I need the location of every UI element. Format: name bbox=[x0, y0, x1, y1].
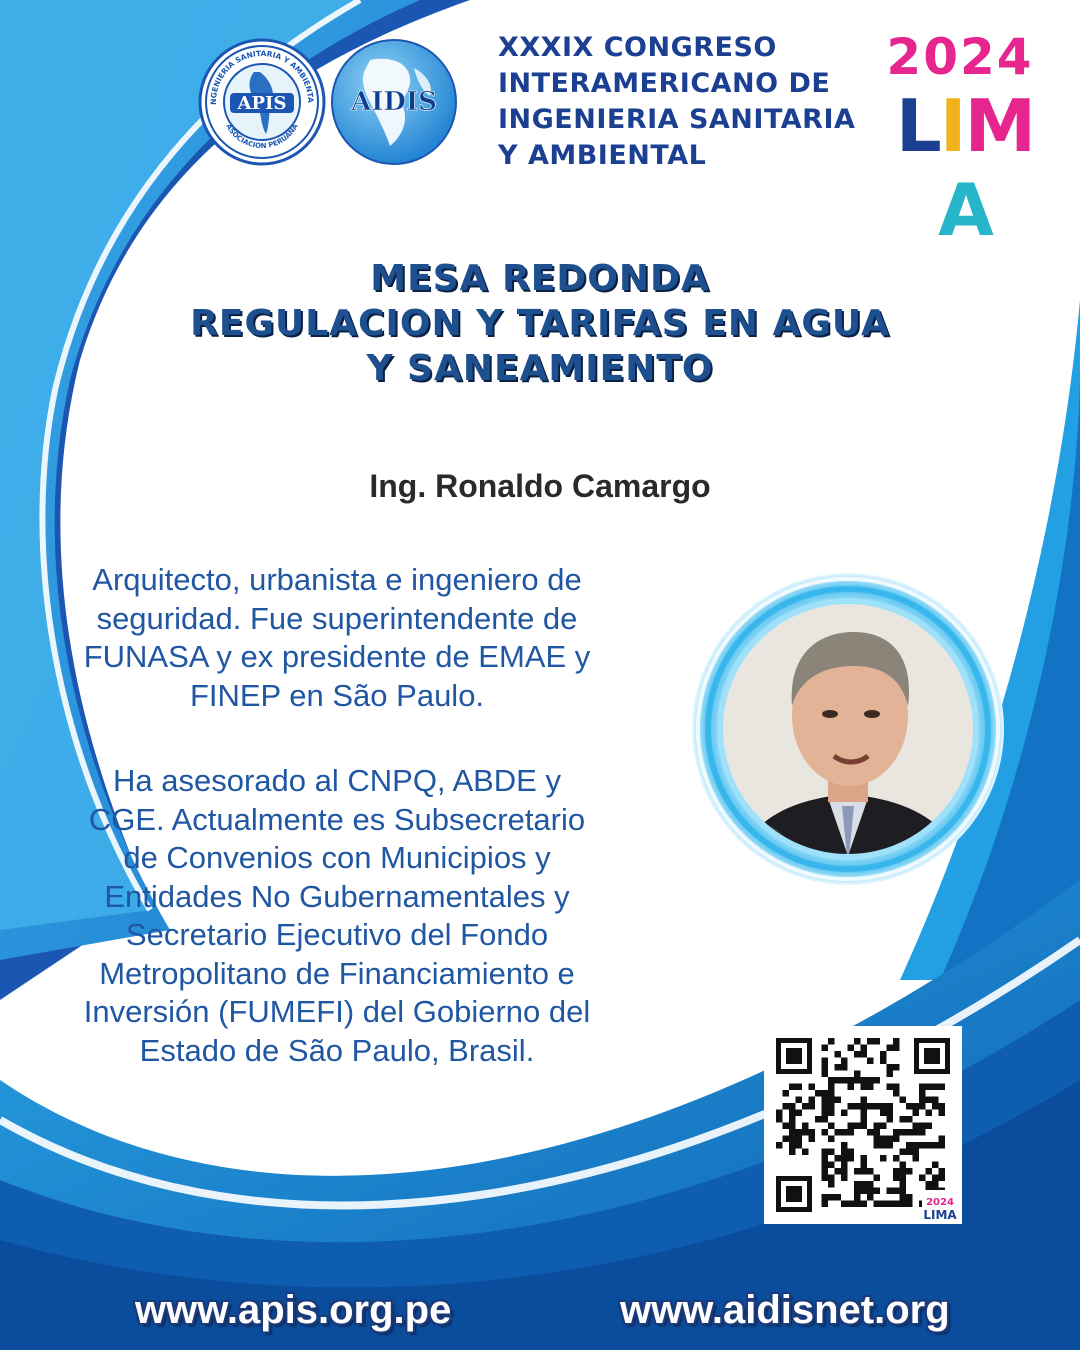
lima-letter-l: L bbox=[895, 84, 940, 168]
congress-line-4: Y AMBIENTAL bbox=[498, 140, 707, 171]
apis-logo bbox=[198, 38, 326, 166]
event-title bbox=[120, 256, 960, 391]
congress-title bbox=[498, 30, 858, 174]
bio-line: Inversión (FUMEFI) del Gobierno del bbox=[83, 994, 591, 1029]
congress-line-1: XXXIX CONGRESO bbox=[498, 32, 777, 63]
bio-line: Entidades No Gubernamentales y bbox=[104, 878, 570, 914]
title-line-3: Y SANEAMIENTO bbox=[366, 348, 714, 389]
qr-logo-word: LIMA bbox=[923, 1208, 957, 1222]
congress-line-3: INGENIERIA SANITARIA bbox=[498, 104, 856, 135]
lima-logo-year: 2024 bbox=[886, 28, 1034, 86]
qr-logo-year: 2024 bbox=[926, 1197, 954, 1208]
bio-line: Arquitecto, urbanista e ingeniero de bbox=[92, 562, 582, 597]
apis-website-link[interactable]: www.apis.org.pe bbox=[135, 1288, 452, 1332]
congress-line-2: INTERAMERICANO DE bbox=[498, 68, 831, 99]
bio-line: FINEP en São Paulo. bbox=[189, 677, 485, 713]
svg-text:ASOCIACION PERUANA: ASOCIACION PERUANA bbox=[224, 122, 300, 151]
lima-letter-a: A bbox=[938, 168, 992, 252]
bio-paragraph-1 bbox=[22, 561, 652, 715]
speaker-photo bbox=[688, 566, 1008, 896]
lima-letter-i: I bbox=[939, 84, 965, 168]
title-line-1: MESA REDONDA bbox=[370, 258, 710, 299]
lima-letter-m: M bbox=[964, 84, 1035, 168]
bio-line: Ha asesorado al CNPQ, ABDE y bbox=[113, 763, 561, 798]
bio-line: Metropolitano de Financiamiento e bbox=[99, 955, 575, 991]
aidis-website-link[interactable]: www.aidisnet.org bbox=[620, 1288, 950, 1332]
svg-text:INGENIERIA SANITARIA Y AMBIENT: NGENIERIA SANITARIA Y AMBIENTA bbox=[208, 48, 316, 105]
bio-line: CGE. Actualmente es Subsecretario bbox=[88, 801, 586, 837]
bio-paragraph-2 bbox=[22, 762, 652, 1070]
apis-logo-text: APIS bbox=[237, 93, 287, 114]
aidis-logo bbox=[330, 38, 458, 166]
speaker-name: Ing. Ronaldo Camargo bbox=[369, 468, 711, 504]
bio-line: de Convenios con Municipios y bbox=[123, 840, 551, 875]
bio-line: Secretario Ejecutivo del Fondo bbox=[125, 917, 549, 952]
bio-line: Estado de São Paulo, Brasil. bbox=[139, 1032, 535, 1068]
title-line-2: REGULACION Y TARIFAS EN AGUA bbox=[190, 303, 890, 344]
bio-line: seguridad. Fue superintendente de bbox=[96, 600, 578, 636]
bio-line: FUNASA y ex presidente de EMAE y bbox=[83, 639, 591, 674]
lima-logo-word bbox=[870, 84, 1060, 252]
qr-code[interactable] bbox=[764, 1026, 962, 1224]
aidis-logo-text: AIDIS bbox=[351, 87, 437, 117]
